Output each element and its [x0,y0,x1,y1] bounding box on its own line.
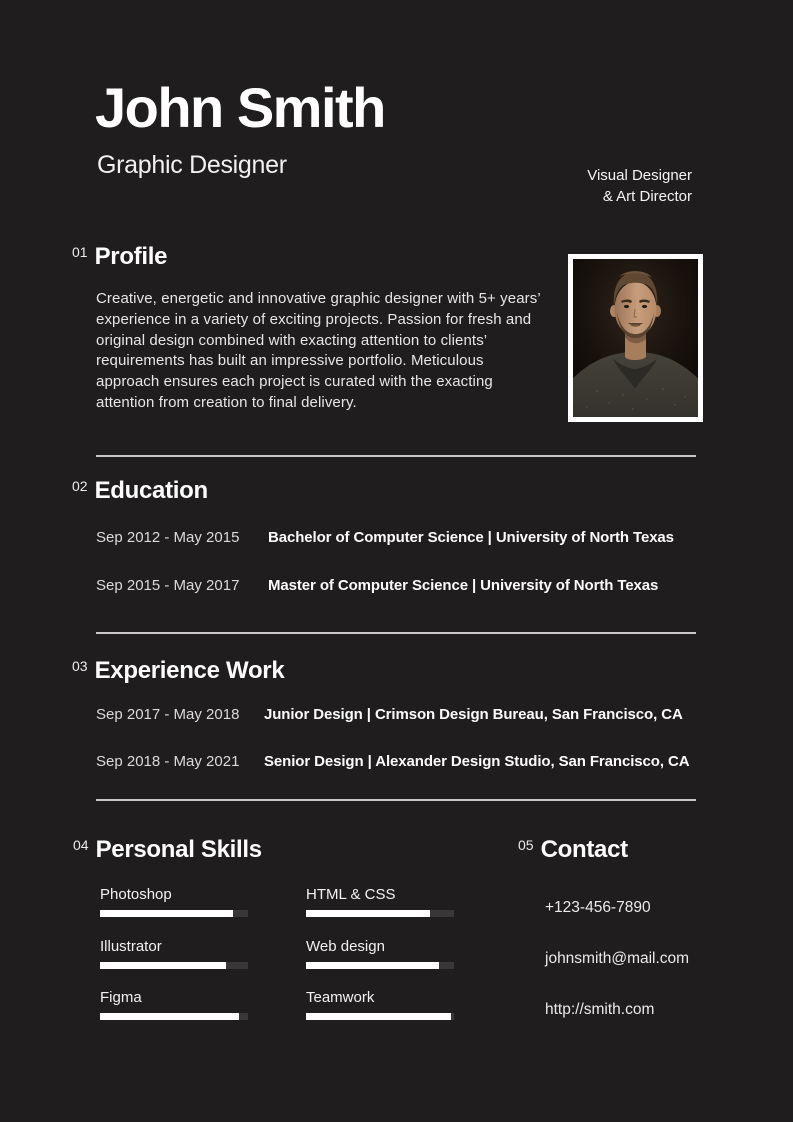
education-item [96,577,658,594]
tagline-line2: & Art Director [602,188,692,205]
skill-progress-fill [306,962,439,969]
skill-progress-track [306,910,454,917]
skill-progress-track [306,962,454,969]
experience-period: Sep 2017 - May 2018 [96,706,240,723]
contact-section-number: 05 [518,837,534,853]
skill-figma [100,989,248,1020]
tagline-line1: Visual Designer [587,167,692,184]
skills-section-number: 04 [73,837,89,853]
skill-label: Photoshop [100,886,172,903]
skill-progress-fill [100,1013,239,1020]
skill-progress-fill [306,910,430,917]
skills-section-title: Personal Skills [95,836,262,863]
skill-label: Web design [306,938,385,955]
contact-section-title: Contact [540,836,628,863]
skill-progress-track [100,962,248,969]
skill-web-design [306,938,454,969]
skill-progress-fill [306,1013,451,1020]
portrait-illustration [573,259,698,417]
skill-html-css [306,886,454,917]
skill-progress-track [100,910,248,917]
skill-progress-track [100,1013,248,1020]
experience-item [96,706,683,723]
skill-label: HTML & CSS [306,886,396,903]
skill-label: Figma [100,989,142,1006]
contact-section-head [518,836,628,865]
skill-teamwork [306,989,454,1020]
skill-progress-track [306,1013,454,1020]
contact-email: johnsmith@mail.com [545,950,690,967]
skill-illustrator [100,938,248,969]
skill-progress-fill [100,962,226,969]
experience-section-head [72,657,284,686]
person-role: Graphic Designer [97,151,287,179]
education-section-title: Education [94,477,208,504]
contact-website: http://smith.com [545,1001,655,1018]
skill-photoshop [100,886,248,917]
skill-label: Teamwork [306,989,375,1006]
skill-progress-fill [100,910,233,917]
skill-label: Illustrator [100,938,162,955]
experience-description: Junior Design | Crimson Design Bureau, San Francisco, CA [264,706,683,723]
tagline [587,165,692,207]
skills-section-head [73,836,262,865]
experience-section-number: 03 [72,658,88,674]
section-divider [96,455,696,457]
education-item [96,529,674,546]
experience-item [96,753,689,770]
person-name: John Smith [95,76,385,139]
education-period: Sep 2012 - May 2015 [96,529,240,546]
section-divider [96,632,696,634]
profile-section-number: 01 [72,244,88,260]
contact-phone: +123-456-7890 [545,899,651,916]
portrait-photo [568,254,703,422]
education-description: Master of Computer Science | University of North Texas [268,577,659,594]
experience-period: Sep 2018 - May 2021 [96,753,240,770]
profile-section-head [72,243,167,272]
experience-section-title: Experience Work [94,657,285,684]
profile-text: Creative, energetic and innovative graphic designer with 5+ years’ experience in a variety of exciting projects. Passion for fresh and original design combined with exacting attention to clients’ requirements has built an impressive portfolio. Meticulous approach ensures each project is curated with the exacting attention from creation to final delivery. [96,290,541,411]
education-period: Sep 2015 - May 2017 [96,577,240,594]
education-description: Bachelor of Computer Science | University of North Texas [268,529,674,546]
education-section-number: 02 [72,478,88,494]
section-divider [96,799,696,801]
experience-description: Senior Design | Alexander Design Studio, San Francisco, CA [264,753,690,770]
education-section-head [72,477,208,506]
profile-section-title: Profile [94,243,168,270]
